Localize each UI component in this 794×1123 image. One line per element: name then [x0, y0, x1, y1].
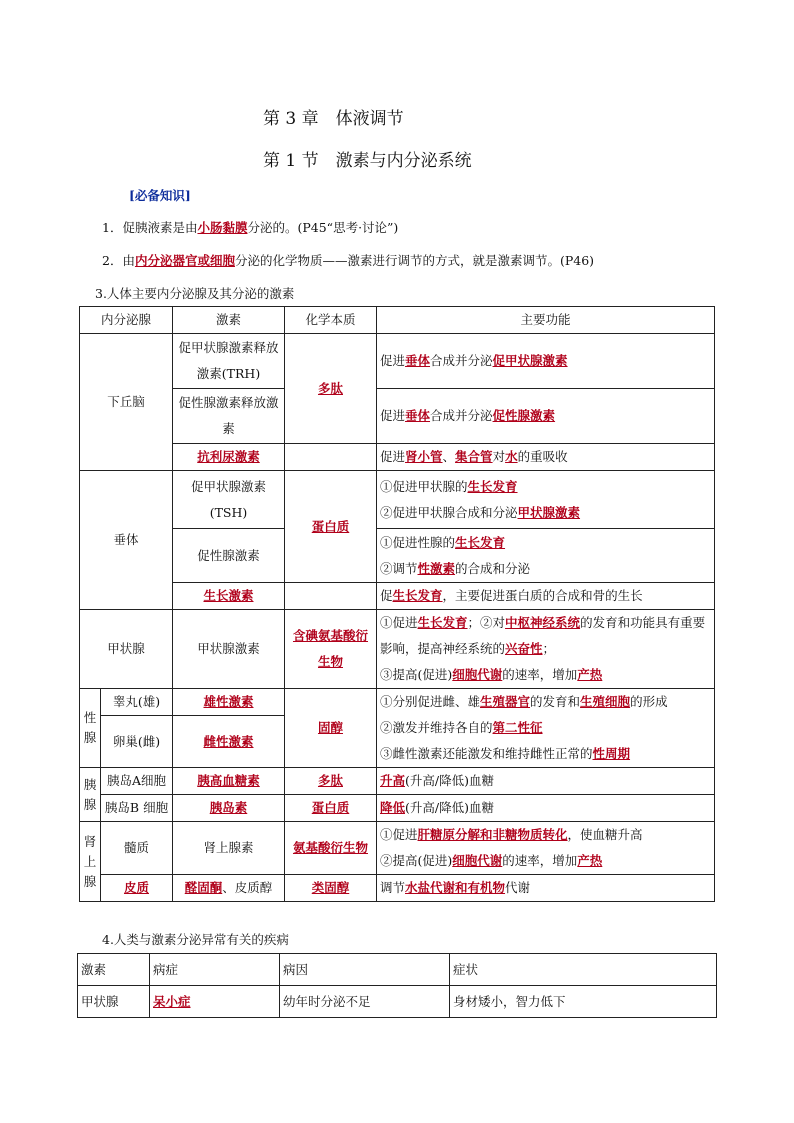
section-title: 第 1 节 激素与内分泌系统 — [263, 151, 472, 171]
table-row: 促性腺激素 ①促进性腺的生长发育 ②调节性激素的合成和分泌 — [80, 529, 715, 583]
knowledge-badge: [必备知识] — [129, 188, 191, 203]
item-1: 1．促胰液素是由小肠黏膜分泌的。(P45“思考·讨论”) — [102, 220, 399, 235]
table-row: 胰岛B 细胞 胰岛素 蛋白质 降低(升高/降低)血糖 — [80, 795, 715, 822]
table-row: 垂体 促甲状腺激素(TSH) 蛋白质 ①促进甲状腺的生长发育 ②促进甲状腺合成和分泌甲状腺激素 — [80, 471, 715, 529]
chapter-title: 第 3 章 体液调节 — [263, 109, 404, 129]
table-header: 内分泌腺 激素 化学本质 主要功能 — [80, 307, 715, 334]
table-row: 促性腺激素释放激素 促进垂体合成并分泌促性腺激素 — [80, 389, 715, 444]
table-row: 甲状腺 呆小症 幼年时分泌不足 身材矮小，智力低下 — [78, 986, 717, 1018]
endocrine-table — [79, 306, 715, 902]
table-row: 性腺 睾丸(雄) 雄性激素 固醇 ①分别促进雌、雄生殖器官的发育和生殖细胞的形成 ②激发并维持各自的第二性征 ③雌性激素还能激发和维持雌性正常的性周期 — [80, 689, 715, 716]
table-row: 甲状腺 甲状腺激素 含碘氨基酸衍生物 ①促进生长发育；②对中枢神经系统的发育和功能具有重要影响，提高神经系统的兴奋性； ③提高(促进)细胞代谢的速率，增加产热 — [80, 610, 715, 689]
table-header: 激素 病症 病因 症状 — [78, 954, 717, 986]
item-3: 3.人体主要内分泌腺及其分泌的激素 — [95, 286, 295, 301]
item-2: 2．由内分泌器官或细胞分泌的化学物质——激素进行调节的方式，就是激素调节。(P46) — [102, 253, 595, 268]
disease-table — [77, 953, 717, 1018]
table-row: 胰腺 胰岛A细胞 胰高血糖素 多肽 升高(升高/降低)血糖 — [80, 768, 715, 795]
item-4: 4.人类与激素分泌异常有关的疾病 — [102, 932, 289, 947]
table-row: 下丘脑 促甲状腺激素释放激素(TRH) 多肽 促进垂体合成并分泌促甲状腺激素 — [80, 334, 715, 389]
table-row: 皮质 醛固酮、皮质醇 类固醇 调节水盐代谢和有机物代谢 — [80, 875, 715, 902]
table-row: 肾上腺 髓质 肾上腺素 氨基酸衍生物 ①促进肝糖原分解和非糖物质转化，使血糖升高 ②提高(促进)细胞代谢的速率，增加产热 — [80, 822, 715, 875]
table-row: 卵巢(雌) 雌性激素 — [80, 716, 715, 768]
table-row: 生长激素 促生长发育，主要促进蛋白质的合成和骨的生长 — [80, 583, 715, 610]
table-row: 抗利尿激素 促进肾小管、集合管对水的重吸收 — [80, 444, 715, 471]
